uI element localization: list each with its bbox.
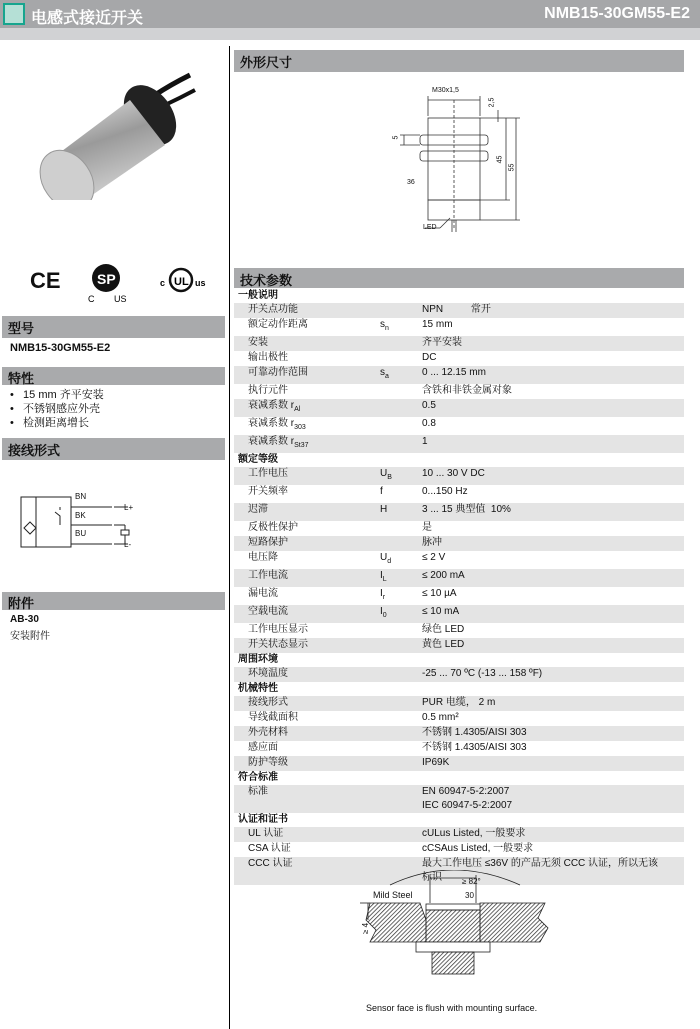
param-label — [234, 467, 380, 485]
param-label-text: 额定动作距离 — [248, 319, 308, 330]
param-label-text: CSA 认证 — [248, 843, 291, 854]
param-value-text-2: IEC 60947-5-2:2007 — [422, 800, 513, 811]
param-value — [422, 467, 684, 485]
param-label-sub: 303 — [294, 424, 306, 431]
param-value — [422, 756, 684, 771]
feature-item: • 15 mm 齐平安装 — [10, 389, 104, 401]
brand-square-icon — [3, 3, 25, 25]
param-symbol — [380, 756, 422, 771]
param-label — [234, 366, 380, 384]
dimensions-heading: 外形尺寸 — [234, 50, 684, 72]
param-value-text: 含铁和非铁金属对象 — [422, 385, 512, 396]
param-label-text: CCC 认证 — [248, 858, 293, 869]
feature-text: 检测距离增长 — [23, 417, 90, 429]
param-label-text: UL 认证 — [248, 828, 284, 839]
dim-45: 45 — [496, 155, 504, 164]
param-symbol — [380, 318, 422, 336]
param-row — [234, 605, 684, 623]
material-label: Mild Steel — [373, 890, 413, 900]
param-row — [234, 623, 684, 638]
param-value-text: IP69K — [422, 757, 450, 768]
param-value — [422, 785, 684, 813]
column-divider — [229, 46, 230, 1029]
param-label — [234, 667, 380, 682]
symbol-text: U — [380, 552, 388, 563]
param-value-text: 10 ... 30 V DC — [422, 468, 485, 479]
param-value-text: 0...150 Hz — [422, 486, 468, 497]
param-label-sub: St37 — [294, 442, 309, 449]
param-value-text: 0 ... 12.15 mm — [422, 367, 486, 378]
header-strip — [0, 28, 700, 40]
param-value-text: 0.5 — [422, 400, 436, 411]
wire-bn-label: BN — [75, 492, 87, 501]
param-symbol — [380, 503, 422, 521]
param-value-text: 3 ... 15 典型值 10% — [422, 504, 511, 515]
svg-text:c: c — [160, 278, 166, 288]
ul-logo — [160, 266, 215, 294]
param-value-text: -25 ... 70 ºC (-13 ... 158 ºF) — [422, 668, 543, 679]
param-value-text: 不锈钢 1.4305/AISI 303 — [422, 727, 527, 738]
param-value-text: EN 60947-5-2:2007 — [422, 786, 510, 797]
symbol-sub: a — [385, 373, 389, 380]
param-value — [422, 696, 684, 711]
wiring-heading: 接线形式 — [2, 438, 225, 460]
param-row — [234, 587, 684, 605]
header-bar — [0, 0, 700, 28]
param-symbol — [380, 741, 422, 756]
param-symbol — [380, 696, 422, 711]
param-symbol — [380, 726, 422, 741]
param-label — [234, 741, 380, 756]
param-row — [234, 336, 684, 351]
wire-bu-label: BU — [75, 529, 87, 538]
param-symbol — [380, 417, 422, 435]
param-row — [234, 726, 684, 741]
param-label-text: 短路保护 — [248, 537, 288, 548]
param-row — [234, 638, 684, 653]
param-label — [234, 785, 380, 813]
param-label — [234, 318, 380, 336]
param-label-text: 工作电压显示 — [248, 624, 308, 635]
param-row — [234, 318, 684, 336]
param-row — [234, 303, 684, 318]
param-row — [234, 366, 684, 384]
param-symbol — [380, 485, 422, 503]
param-label-text: 电压降 — [248, 552, 278, 563]
param-label — [234, 827, 380, 842]
feature-item: • 检测距离增长 — [10, 417, 90, 429]
param-value — [422, 435, 684, 453]
param-value — [422, 399, 684, 417]
lplus-label: L+ — [124, 503, 134, 512]
symbol-text: H — [380, 504, 388, 515]
param-row — [234, 827, 684, 842]
param-value — [422, 827, 684, 842]
param-value — [422, 503, 684, 521]
symbol-text: f — [380, 486, 383, 497]
accessory-desc: 安装附件 — [10, 631, 50, 642]
param-value-text: ≤ 10 mA — [422, 606, 460, 617]
dim-5: 5 — [392, 135, 400, 140]
tech-heading: 技术参数 — [234, 268, 684, 288]
symbol-sub: n — [385, 325, 389, 332]
param-value-text-2: 标识 — [422, 872, 442, 883]
param-label — [234, 638, 380, 653]
param-value-text: ≤ 200 mA — [422, 570, 465, 581]
svg-text:C: C — [88, 294, 95, 304]
param-row — [234, 569, 684, 587]
param-label — [234, 756, 380, 771]
svg-text:SP: SP — [97, 271, 116, 287]
param-row — [234, 435, 684, 453]
svg-text:US: US — [114, 294, 127, 304]
param-label — [234, 336, 380, 351]
param-value — [422, 366, 684, 384]
accessory-heading: 附件 — [2, 592, 225, 610]
param-row — [234, 551, 684, 569]
features-heading: 特性 — [2, 367, 225, 385]
param-row — [234, 485, 684, 503]
type-heading: 型号 — [2, 316, 225, 338]
tech-table — [234, 289, 684, 885]
symbol-sub: d — [387, 558, 392, 565]
param-value — [422, 623, 684, 638]
param-row — [234, 756, 684, 771]
param-value — [422, 741, 684, 756]
param-symbol — [380, 521, 422, 536]
symbol-text: U — [380, 468, 388, 479]
param-label-text: 可靠动作范围 — [248, 367, 308, 378]
param-label — [234, 711, 380, 726]
param-value-text: cCSAus Listed, 一般要求 — [422, 843, 534, 854]
wire-bk-label: BK — [75, 511, 86, 520]
param-group-title: 一般说明 — [238, 290, 278, 301]
param-label — [234, 842, 380, 857]
svg-text:UL: UL — [174, 276, 189, 288]
param-value — [422, 842, 684, 857]
param-value-text: 齐平安装 — [422, 337, 462, 348]
param-label-text: 空载电流 — [248, 606, 288, 617]
param-symbol — [380, 366, 422, 384]
param-symbol — [380, 827, 422, 842]
param-label-text: 输出极性 — [248, 352, 288, 363]
param-label — [234, 857, 380, 885]
param-value-text: 脉冲 — [422, 537, 442, 548]
param-label — [234, 536, 380, 551]
param-label — [234, 605, 380, 623]
param-label-text: 工作电流 — [248, 570, 288, 581]
param-symbol — [380, 569, 422, 587]
param-value-text: 0.5 mm² — [422, 712, 459, 723]
param-row — [234, 521, 684, 536]
param-symbol — [380, 435, 422, 453]
param-value — [422, 638, 684, 653]
param-group-title: 额定等级 — [238, 454, 278, 465]
param-value-text: 绿色 LED — [422, 624, 465, 635]
param-group-title: 周围环境 — [238, 654, 278, 665]
param-label-text: 导线截面积 — [248, 712, 298, 723]
features-list — [10, 388, 104, 430]
param-symbol — [380, 551, 422, 569]
param-value-text: 不锈钢 1.4305/AISI 303 — [422, 742, 527, 753]
type-value: NMB15-30GM55-E2 — [10, 342, 111, 354]
param-label-text: 开关频率 — [248, 486, 288, 497]
param-row — [234, 785, 684, 813]
param-label-text: 工作电压 — [248, 468, 288, 479]
param-row — [234, 696, 684, 711]
symbol-text: I — [380, 570, 383, 581]
param-label — [234, 623, 380, 638]
param-value — [422, 318, 684, 336]
param-row — [234, 417, 684, 435]
param-label-text: 开关点功能 — [248, 304, 298, 315]
param-row — [234, 467, 684, 485]
param-value — [422, 417, 684, 435]
param-label — [234, 384, 380, 399]
feature-text: 不锈钢感应外壳 — [23, 403, 101, 415]
mounting-caption: Sensor face is flush with mounting surface. — [366, 1003, 538, 1013]
param-value — [422, 521, 684, 536]
param-value-text: NPN 常开 — [422, 304, 491, 315]
csa-logo — [88, 262, 128, 304]
param-value — [422, 605, 684, 623]
led-label: LED — [423, 224, 437, 231]
param-label — [234, 503, 380, 521]
param-value — [422, 667, 684, 682]
param-row — [234, 399, 684, 417]
param-group-title: 符合标准 — [238, 772, 278, 783]
param-row — [234, 667, 684, 682]
param-value — [422, 336, 684, 351]
param-label-text: 环境温度 — [248, 668, 288, 679]
param-label — [234, 521, 380, 536]
param-row — [234, 741, 684, 756]
param-label-text: 感应面 — [248, 742, 278, 753]
param-group-title: 机械特性 — [238, 683, 278, 694]
symbol-text: s — [380, 367, 385, 378]
param-value-text: 0.8 — [422, 418, 436, 429]
accessory-name[interactable]: AB-30 — [10, 614, 39, 625]
dim-36: 36 — [407, 179, 415, 186]
depth-label: ≥ 4 — [361, 922, 371, 935]
param-label — [234, 551, 380, 569]
param-value-text: ≤ 10 µA — [422, 588, 457, 599]
param-value — [422, 569, 684, 587]
param-value — [422, 587, 684, 605]
param-label — [234, 569, 380, 587]
angle-label: ≥ 82° — [462, 877, 481, 886]
param-label-text: 迟滞 — [248, 504, 268, 515]
param-value-text: cULus Listed, 一般要求 — [422, 828, 526, 839]
param-label-text: 衰减系数 r — [248, 436, 295, 447]
param-value — [422, 726, 684, 741]
param-label-text: 标准 — [248, 786, 268, 797]
param-value-text: 1 — [422, 436, 428, 447]
symbol-sub: B — [387, 474, 392, 481]
symbol-sub: 0 — [382, 612, 387, 619]
param-label-text: 反极性保护 — [248, 522, 298, 533]
svg-text:us: us — [195, 278, 206, 288]
dimension-drawing — [380, 80, 540, 240]
param-label — [234, 696, 380, 711]
param-value — [422, 351, 684, 366]
dim-55: 55 — [508, 163, 516, 172]
param-value — [422, 711, 684, 726]
param-value-text: 黄色 LED — [422, 639, 465, 650]
param-label — [234, 726, 380, 741]
param-symbol — [380, 785, 422, 813]
param-label-text: 衰减系数 r — [248, 400, 295, 411]
param-label — [234, 587, 380, 605]
param-value-text: ≤ 2 V — [422, 552, 446, 563]
param-value — [422, 551, 684, 569]
param-row — [234, 536, 684, 551]
param-value — [422, 384, 684, 399]
param-label-text: 开关状态显示 — [248, 639, 308, 650]
dim-2-5: 2,5 — [488, 97, 496, 108]
header-model: NMB15-30GM55-E2 — [544, 5, 690, 22]
feature-text: 15 mm 齐平安装 — [23, 389, 104, 401]
param-label — [234, 399, 380, 417]
param-symbol — [380, 711, 422, 726]
ce-logo: CE — [30, 268, 61, 293]
param-symbol — [380, 842, 422, 857]
param-symbol — [380, 667, 422, 682]
param-symbol — [380, 638, 422, 653]
product-image — [30, 70, 200, 200]
param-label — [234, 303, 380, 318]
param-label — [234, 435, 380, 453]
param-value-text: 最大工作电压 ≤36V 的产品无须 CCC 认证，所以无该 — [422, 858, 659, 869]
param-symbol — [380, 384, 422, 399]
param-value — [422, 303, 684, 318]
param-label — [234, 485, 380, 503]
param-label-text: 接线形式 — [248, 697, 288, 708]
param-row — [234, 842, 684, 857]
param-symbol — [380, 536, 422, 551]
symbol-sub: L — [382, 576, 387, 583]
param-label-text: 防护等级 — [248, 757, 288, 768]
param-label-sub: Al — [294, 406, 301, 413]
param-value — [422, 536, 684, 551]
symbol-text: I — [380, 588, 383, 599]
param-row — [234, 384, 684, 399]
param-label-text: 漏电流 — [248, 588, 278, 599]
param-value-text: PUR 电缆， 2 m — [422, 697, 496, 708]
param-symbol — [380, 467, 422, 485]
width-label: 30 — [465, 891, 474, 900]
param-row — [234, 351, 684, 366]
feature-item: • 不锈钢感应外壳 — [10, 403, 101, 415]
param-value-text: 15 mm — [422, 319, 453, 330]
symbol-sub: r — [382, 594, 386, 601]
param-symbol — [380, 303, 422, 318]
param-symbol — [380, 587, 422, 605]
symbol-text: s — [380, 319, 385, 330]
param-group-title: 认证和证书 — [238, 814, 288, 825]
param-value — [422, 485, 684, 503]
param-value-text: DC — [422, 352, 437, 363]
lminus-label: L- — [124, 540, 132, 549]
symbol-text: I — [380, 606, 383, 617]
param-row — [234, 503, 684, 521]
param-row — [234, 711, 684, 726]
param-label — [234, 351, 380, 366]
param-label-text: 执行元件 — [248, 385, 288, 396]
param-value-text: 是 — [422, 522, 432, 533]
param-label — [234, 417, 380, 435]
param-label-text: 外壳材料 — [248, 727, 288, 738]
param-label-text: 安装 — [248, 337, 268, 348]
thread-dim: M30x1,5 — [432, 87, 459, 94]
param-symbol — [380, 351, 422, 366]
param-symbol — [380, 399, 422, 417]
page-title: 电感式接近开关 — [31, 10, 144, 27]
param-symbol — [380, 605, 422, 623]
param-label-text: 衰减系数 r — [248, 418, 295, 429]
param-symbol — [380, 336, 422, 351]
param-symbol — [380, 623, 422, 638]
